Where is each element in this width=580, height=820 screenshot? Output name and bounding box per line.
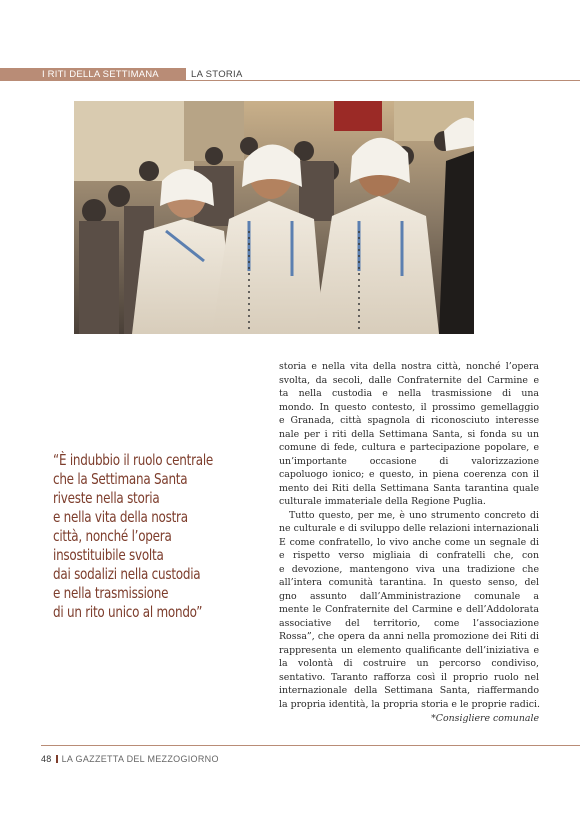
text-line: e Granada, città spagnola di riconosciuto interesse	[279, 415, 539, 426]
footer-rule	[41, 745, 580, 746]
pull-quote-line: e nella vita della nostra	[53, 508, 188, 526]
pull-quote-line: insostituibile svolta	[53, 546, 164, 564]
section-header	[0, 68, 580, 93]
paragraph-1	[279, 360, 539, 509]
text-line: gno assunto dall’Amministrazione comunale a	[279, 590, 539, 602]
page-number: 48	[41, 754, 52, 764]
text-line: Rossa”, che opera da anni nella promozione dei Riti di	[279, 631, 539, 642]
text-line: E come confratello, lo vivo anche come un segnale di	[279, 536, 539, 548]
paragraph-2	[279, 509, 539, 712]
text-line: la propria identità, la propria storia e le proprie radici.	[279, 698, 540, 710]
text-line: all’intera comunità tarantina. In questo senso, del	[279, 577, 539, 588]
text-line: sentativo. Taranto rafforza così il proprio ruolo nel	[279, 671, 539, 683]
text-line: mondo. In questo contesto, il prossimo gemellaggio	[279, 401, 539, 413]
text-line: e rispetto verso migliaia di confratelli che, con	[279, 550, 539, 561]
text-line: storia e nella vita della nostra città, nonché l’opera	[279, 361, 539, 372]
text-line: rappresenta un elemento qualificante dell’iniziativa e	[279, 644, 539, 656]
pull-quote-line: città, nonché l’opera	[53, 527, 172, 545]
text-line: culturale immateriale della Regione Puglia.	[279, 496, 486, 507]
header-rule	[186, 80, 580, 81]
text-line: la volontà di costruire un percorso condiviso,	[279, 658, 539, 669]
text-line: internazionale della Settimana Santa, riaffermando	[279, 685, 539, 696]
author-signature: *Consigliere comunale	[431, 713, 539, 724]
text-line: capoluogo ionico; e questo, in piena coerenza con il	[279, 469, 539, 480]
footer-separator	[56, 755, 58, 763]
text-line: Tutto questo, per me, è uno strumento concreto di	[289, 509, 539, 521]
page-footer	[41, 754, 219, 764]
pull-quote-line: “È indubbio il ruolo centrale	[53, 451, 214, 469]
text-line: ne culturale e di sviluppo delle relazioni internazionali	[279, 523, 539, 534]
text-line: nale per i riti della Settimana Santa, si fonda su un	[279, 428, 539, 440]
text-line: svolta, da secoli, dalle Confraternite del Carmine e	[279, 374, 539, 386]
pull-quote-line: dai sodalizi nella custodia	[53, 565, 201, 583]
text-line: mente le Confraternite del Carmine e dell’Addolorata	[279, 604, 539, 615]
procession-photo	[74, 101, 474, 334]
text-line: associative del territorio, come l’associazione	[279, 617, 539, 629]
text-line: comune di fede, cultura e partecipazione popolare, e	[279, 442, 539, 453]
subsection-title: LA STORIA	[191, 69, 243, 80]
publication-name: LA GAZZETTA DEL MEZZOGIORNO	[61, 754, 219, 764]
pull-quote-line: che la Settimana Santa	[53, 470, 188, 488]
pull-quote	[53, 451, 253, 622]
procession-photo-graphic	[74, 101, 474, 334]
section-title: I RITI DELLA SETTIMANA SANTA	[0, 68, 186, 81]
article-body	[279, 360, 539, 711]
pull-quote-line: e nella trasmissione	[53, 584, 169, 602]
pull-quote-line: di un rito unico al mondo”	[53, 603, 203, 621]
text-line: ta nella custodia e nella trasmissione di una	[279, 388, 539, 399]
pull-quote-line: riveste nella storia	[53, 489, 160, 507]
text-line: mento dei Riti della Settimana Santa tarantina quale	[279, 482, 539, 494]
text-line: un’importante occasione di valorizzazione	[279, 455, 539, 467]
text-line: e devozione, mantengono viva una tradizione che	[279, 563, 539, 575]
